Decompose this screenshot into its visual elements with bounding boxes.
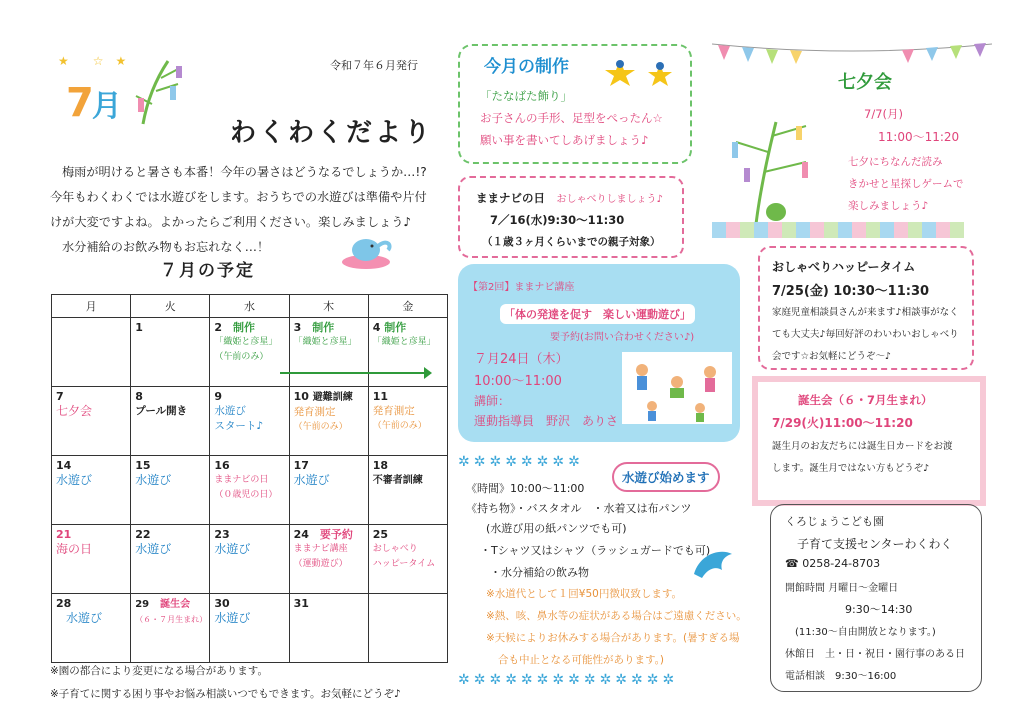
- event-detail: ままナビ講座: [293, 544, 348, 554]
- weekday-tue: 火: [131, 295, 210, 318]
- koza-theme: 「体の発達を促す 楽しい運動遊び」: [500, 304, 695, 324]
- event-detail: 「織姫と彦星」: [293, 337, 357, 347]
- weekday-thu: 木: [289, 295, 368, 318]
- happy-time-box: [758, 246, 974, 370]
- day-number: 17: [293, 459, 309, 472]
- event-detail: 発育測定: [372, 405, 415, 417]
- tanabata-line-3: 楽しみましょう♪: [848, 200, 929, 212]
- event-detail: 水遊び: [214, 405, 246, 417]
- koza-box: [458, 264, 740, 442]
- calendar-cell: [210, 318, 289, 387]
- event-label: 避難訓練: [312, 392, 353, 403]
- day-number: 11: [372, 390, 389, 403]
- info-closed: 土・日・祝日・園行事のある日: [825, 649, 965, 660]
- event-detail: 水遊び: [66, 611, 103, 625]
- koza-lecturer: 運動指導員 野沢 ありさ: [474, 414, 619, 428]
- intro-p4: 水分補給のお飲み物もお忘れなく…！: [62, 240, 270, 254]
- calendar-cell: [289, 525, 368, 594]
- weekday-wed: 水: [210, 295, 289, 318]
- calendar-cell: [368, 318, 447, 387]
- dolphin-icon: [690, 544, 736, 584]
- phone-icon: ☎: [785, 557, 799, 570]
- water-line-4: ・Tシャツ又はシャツ（ラッシュガードでも可): [480, 544, 711, 557]
- checker-strip: [712, 222, 964, 238]
- event-detail: 水遊び: [214, 611, 251, 625]
- month-char: 月: [91, 89, 120, 124]
- day-number: 8: [135, 390, 143, 403]
- snowflake-border-icon: ✲✲✲✲✲✲✲✲: [458, 454, 584, 470]
- happy-line-1: 家庭児童相談員さんが来ます♪相談事がなく: [772, 307, 959, 318]
- center-info-box: [770, 504, 982, 692]
- water-line-1: 《時間》10:00～11:00: [466, 482, 585, 495]
- calendar-header-row: [52, 295, 448, 318]
- making-line-2: お子さんの手形、足型をぺったん☆: [480, 111, 663, 125]
- tanabata-title: 七夕会: [838, 72, 892, 93]
- bday-line-2: します。誕生月ではない方もどうぞ♪: [772, 463, 930, 474]
- info-org: くろじょうこども園: [785, 515, 884, 528]
- koza-lecturer-label: 講師：: [474, 394, 511, 408]
- event-detail: 水遊び: [56, 473, 93, 487]
- happy-line-2: ても大丈夫♪毎回好評のわいわいおしゃべり: [772, 329, 959, 340]
- making-arrow: [280, 372, 428, 374]
- event-detail: 水遊び: [293, 473, 330, 487]
- event-detail: （午前のみ）: [293, 422, 348, 432]
- day-number: 9: [214, 390, 223, 403]
- calendar-cell: [210, 525, 289, 594]
- event-detail: おしゃべり: [372, 544, 418, 554]
- koza-tag: 【第2回】ままナビ講座: [468, 282, 575, 293]
- day-number: 31: [293, 597, 309, 610]
- event-detail: 「織姫と彦星」: [372, 337, 436, 347]
- event-detail: スタート♪: [214, 420, 264, 432]
- intro-p2: 今年もわくわくでは水遊びをします。おうちでの水遊びは準備や片付: [50, 190, 427, 204]
- event-label: 要予約: [319, 528, 353, 541]
- calendar-cell: [368, 525, 447, 594]
- bday-line-1: 誕生月のお友だちには誕生日カードをお渡: [772, 441, 953, 452]
- calendar-cell: [210, 387, 289, 456]
- calendar-cell: [52, 387, 131, 456]
- water-badge: 水遊び始めます: [612, 462, 720, 492]
- tanabata-line-2: きかせと星探しゲームで: [848, 178, 964, 190]
- calendar-cell: [52, 594, 131, 663]
- month-number: 7: [66, 80, 92, 126]
- calendar-cell: [52, 456, 131, 525]
- calendar-cell: [289, 318, 368, 387]
- info-consult-label: 電話相談: [785, 671, 825, 682]
- mamanavi-time: 7／16(水)9:30～11:30: [490, 213, 625, 227]
- footer-notes: [50, 660, 401, 706]
- event-detail: （運動遊び）: [293, 559, 348, 569]
- weekday-fri: 金: [368, 295, 447, 318]
- info-closed-label: 休館日: [785, 649, 815, 660]
- schedule-calendar: [51, 294, 448, 663]
- tanabata-time: 11:00～11:20: [878, 130, 960, 144]
- bamboo-frog-icon: [716, 112, 826, 228]
- making-title: 今月の制作: [484, 57, 569, 77]
- day-number: 7: [56, 390, 64, 403]
- day-number: 16: [214, 459, 230, 472]
- info-hours-days: 月曜日～金曜日: [828, 583, 899, 594]
- exercise-illustration-icon: [622, 352, 732, 424]
- water-play-box: [458, 454, 748, 690]
- day-number: 18: [372, 459, 389, 472]
- happy-time: 7/25(金) 10:30～11:30: [772, 284, 930, 299]
- event-detail: 不審者訓練: [372, 475, 423, 486]
- event-detail: （午前のみ）: [372, 421, 427, 431]
- calendar-cell: [289, 594, 368, 663]
- day-number: 30: [214, 597, 230, 610]
- day-number: 4: [372, 321, 381, 334]
- snowflake-border-icon: ✲✲✲✲✲✲✲✲✲✲✲✲✲✲: [458, 672, 679, 688]
- koza-time: 10:00～11:00: [474, 374, 562, 389]
- event-detail: プール開き: [135, 405, 188, 417]
- water-line-5: ・水分補給の飲み物: [490, 566, 589, 579]
- tanabata-date: 7/7(月): [864, 107, 903, 121]
- mamanavi-title: ままナビの日: [476, 191, 545, 205]
- day-number: 24: [293, 528, 309, 541]
- event-detail: 七夕会: [56, 404, 93, 418]
- bday-time: 7/29(火)11:00～11:20: [772, 416, 913, 430]
- calendar-cell: [131, 525, 210, 594]
- making-line-1: 「たなばた飾り」: [480, 89, 572, 103]
- info-hours-note: (11:30～自由開放となります。): [795, 627, 936, 638]
- weekday-mon: 月: [52, 295, 131, 318]
- issue-date: 令和７年６月発行: [330, 59, 418, 72]
- event-detail: 水遊び: [214, 542, 251, 556]
- day-number: 29: [135, 599, 150, 610]
- month-heading: [66, 80, 120, 126]
- water-line-3: (水遊び用の紙パンツでも可): [486, 522, 627, 535]
- water-line-8: ※天候によりお休みする場合があります。(暑すぎる場: [486, 632, 740, 644]
- tanabata-line-1: 七夕にちなんだ読み: [848, 156, 943, 168]
- event-detail: ハッピータイム: [372, 559, 436, 569]
- schedule-title: ７月の予定: [160, 261, 255, 281]
- koza-date: ７月24日（木）: [474, 352, 569, 367]
- info-hours-time: 9:30～14:30: [845, 603, 913, 616]
- event-label: 制作: [312, 321, 335, 334]
- info-center: 子育て支援センターわくわく: [797, 537, 953, 551]
- event-detail: （午前のみ）: [214, 352, 269, 362]
- day-number: 2: [214, 321, 223, 334]
- making-box: [458, 44, 692, 164]
- water-line-2: 《持ち物》・バスタオル ・水着又は布パンツ: [466, 502, 692, 515]
- bamboo-icon: [128, 56, 188, 126]
- calendar-cell: [368, 456, 447, 525]
- bunting-icon: [712, 40, 992, 64]
- calendar-cell: [368, 594, 447, 663]
- intro-p3: けが大変ですよね。よかったらご利用ください。楽しみましょう♪: [50, 215, 412, 229]
- event-detail: 水遊び: [135, 473, 172, 487]
- calendar-week: [52, 594, 448, 663]
- mamanavi-box: [458, 176, 684, 258]
- calendar-cell: [289, 387, 368, 456]
- event-detail: （６・７月生まれ）: [135, 615, 208, 624]
- calendar-cell: [210, 594, 289, 663]
- day-number: 14: [56, 459, 72, 472]
- event-detail: （０歳児の日）: [214, 490, 278, 500]
- star-children-icon: [600, 56, 680, 96]
- water-line-6: ※水道代として１回¥50円徴収致します。: [486, 588, 682, 600]
- calendar-cell: [52, 525, 131, 594]
- event-detail: ままナビの日: [214, 475, 269, 485]
- calendar-week: [52, 318, 448, 387]
- day-number: 23: [214, 528, 230, 541]
- bday-title: 誕生会（６・7月生まれ）: [798, 393, 933, 407]
- tanabata-box: [712, 40, 992, 240]
- calendar-cell: [131, 456, 210, 525]
- newsletter-title: わくわくだより: [230, 118, 434, 148]
- intro-p1: 梅雨が明けると暑さも本番！今年の暑さはどうなるでしょうか…!?: [62, 165, 427, 179]
- info-hours-label: 開館時間: [785, 583, 825, 594]
- event-label: 誕生会: [160, 599, 191, 610]
- day-number: 3: [293, 321, 302, 334]
- stars-decoration: ★ ☆ ★: [58, 54, 127, 68]
- note-1: ※園の都合により変更になる場合があります。: [50, 665, 268, 677]
- happy-title: おしゃべりハッピータイム: [772, 260, 916, 274]
- day-number: 15: [135, 459, 151, 472]
- elephant-icon: [338, 232, 396, 272]
- day-number: 25: [372, 528, 389, 541]
- day-number: 1: [135, 321, 143, 334]
- making-line-3: 願い事を書いてしあげましょう♪: [480, 133, 649, 147]
- calendar-cell: [131, 594, 210, 663]
- calendar-cell: [210, 456, 289, 525]
- happy-line-3: 会です☆お気軽にどうぞ～♪: [772, 351, 892, 362]
- calendar-cell: [131, 318, 210, 387]
- birthday-box: [752, 376, 986, 506]
- event-detail: 発育測定: [293, 406, 336, 418]
- calendar-cell: [289, 456, 368, 525]
- info-consult-time: 9:30～16:00: [835, 671, 897, 682]
- event-detail: 水遊び: [135, 542, 172, 556]
- day-number: 28: [56, 597, 72, 610]
- water-line-9: 合も中止となる可能性があります。): [498, 654, 665, 666]
- event-detail: 「織姫と彦星」: [214, 337, 278, 347]
- event-detail: 海の日: [56, 542, 93, 556]
- calendar-week: [52, 456, 448, 525]
- koza-reserve: 要予約(お問い合わせください♪): [550, 332, 695, 343]
- day-number: 22: [135, 528, 151, 541]
- mamanavi-sub: おしゃべりしましょう♪: [556, 194, 663, 205]
- note-2: ※子育てに関する困り事やお悩み相談いつでもできます。お気軽にどうぞ♪: [50, 688, 401, 700]
- calendar-week: [52, 525, 448, 594]
- event-label: 制作: [384, 321, 407, 334]
- event-label: 制作: [233, 321, 256, 334]
- calendar-cell: [131, 387, 210, 456]
- mamanavi-target: （１歳３ヶ月くらいまでの親子対象）: [482, 236, 661, 248]
- making-arrow-head: [424, 367, 432, 379]
- day-number: 10: [293, 390, 309, 403]
- water-line-7: ※熱、咳、鼻水等の症状がある場合はご遠慮ください。: [486, 610, 747, 622]
- calendar-cell: [368, 387, 447, 456]
- calendar-cell: [52, 318, 131, 387]
- day-number: 21: [56, 528, 72, 541]
- calendar-week: [52, 387, 448, 456]
- info-tel: 0258-24-8703: [802, 557, 881, 570]
